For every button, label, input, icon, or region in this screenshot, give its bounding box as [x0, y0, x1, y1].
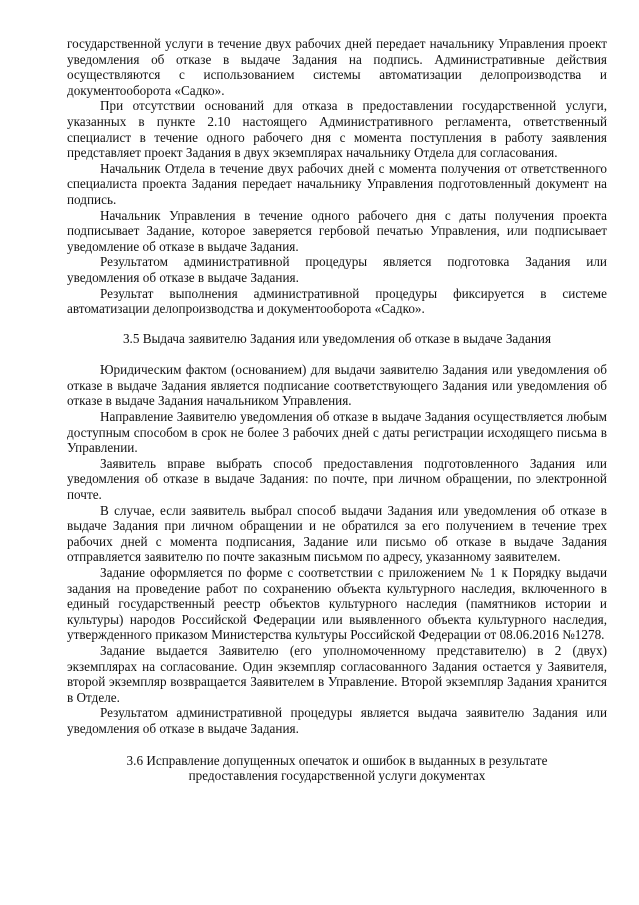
section-3-6-heading-line2: предоставления государственной услуги документах — [188, 768, 486, 784]
section-3-6-heading-line1: 3.6 Исправление допущенных опечаток и ошибок в выданных в результате — [126, 752, 548, 768]
paragraph: Начальник Управления в течение одного рабочего дня с даты получения проекта подписывает Задание, которое заверяется гербовой печатью Управления, или подписывает уведомление об отказе в выдаче Задания. — [67, 207, 607, 254]
paragraph: При отсутствии оснований для отказа в предоставлении государственной услуги, указанных в пункте 2.10 настоящего Административного регламента, ответственный специалист в течение одного рабочего дня с момента поступления в работу заявления представляет проект Задания в двух экземплярах начальнику Отдела для согласования. — [67, 98, 607, 161]
paragraph: Результатом административной процедуры является выдача заявителю Задания или уведомления об отказе в выдаче Задания. — [67, 705, 607, 736]
paragraph: Результат выполнения административной процедуры фиксируется в системе автоматизации делопроизводства и документооборота «Садко». — [67, 285, 607, 317]
document-content — [67, 36, 607, 784]
paragraph: Юридическим фактом (основанием) для выдачи заявителю Задания или уведомления об отказе в выдаче Задания является подписание соответствующего Задания или уведомления об отказе в выдаче Задания начальником Управления. — [67, 362, 607, 409]
paragraph: Результатом административной процедуры является подготовка Задания или уведомления об отказе в выдаче Задания. — [67, 254, 607, 285]
paragraph: Задание оформляется по форме с соответствии с приложением № 1 к Порядку выдачи задания на проведение работ по сохранению объекта культурного наследия, включенного в единый государственный реестр объектов культурного наследия (памятников истории и культуры) народов Российской Федерации или выявленного объекта культурного наследия, утвержденного приказом Министерства культуры Российской Федерации от 08.06.2016 №1278. — [67, 565, 607, 643]
paragraph: Начальник Отдела в течение двух рабочих дней с момента получения от ответственного специалиста проекта Задания передает начальнику Управления подготовленный документ на подпись. — [67, 160, 607, 207]
section-3-5-heading: 3.5 Выдача заявителю Задания или уведомления об отказе в выдаче Задания — [122, 330, 552, 346]
paragraph: Направление Заявителю уведомления об отказе в выдаче Задания осуществляется любым доступным способом в срок не более 3 рабочих дней с даты регистрации исходящего письма в Управлении. — [67, 409, 607, 456]
paragraph: В случае, если заявитель выбрал способ выдачи Задания или уведомления об отказе в выдаче Задания при личном обращении и не обратился за его получением в течение трех рабочих дней с момента подписания, Задание или письмо об отказе в выдаче Задания отправляется заявителю по почте заказным письмом по адресу, указанному заявителем. — [67, 502, 607, 565]
paragraph-continuation: государственной услуги в течение двух рабочих дней передает начальнику Управления проект уведомления об отказе в выдаче Задания на подпись. Административные действия осуществляются с использованием системы автоматизации делопроизводства и документооборота «Садко». — [67, 36, 607, 98]
paragraph: Заявитель вправе выбрать способ предоставления подготовленного Задания или уведомления об отказе в выдаче Задания: по почте, при личном обращении, по электронной почте. — [67, 455, 607, 503]
paragraph: Задание выдается Заявителю (его уполномоченному представителю) в 2 (двух) экземплярах на согласование. Один экземпляр согласованного Задания остается у Заявителя, второй экземпляр возвращается Заявителем в Управление. Второй экземпляр Задания хранится в Отделе. — [67, 642, 607, 705]
section-3-6-heading — [67, 753, 607, 784]
